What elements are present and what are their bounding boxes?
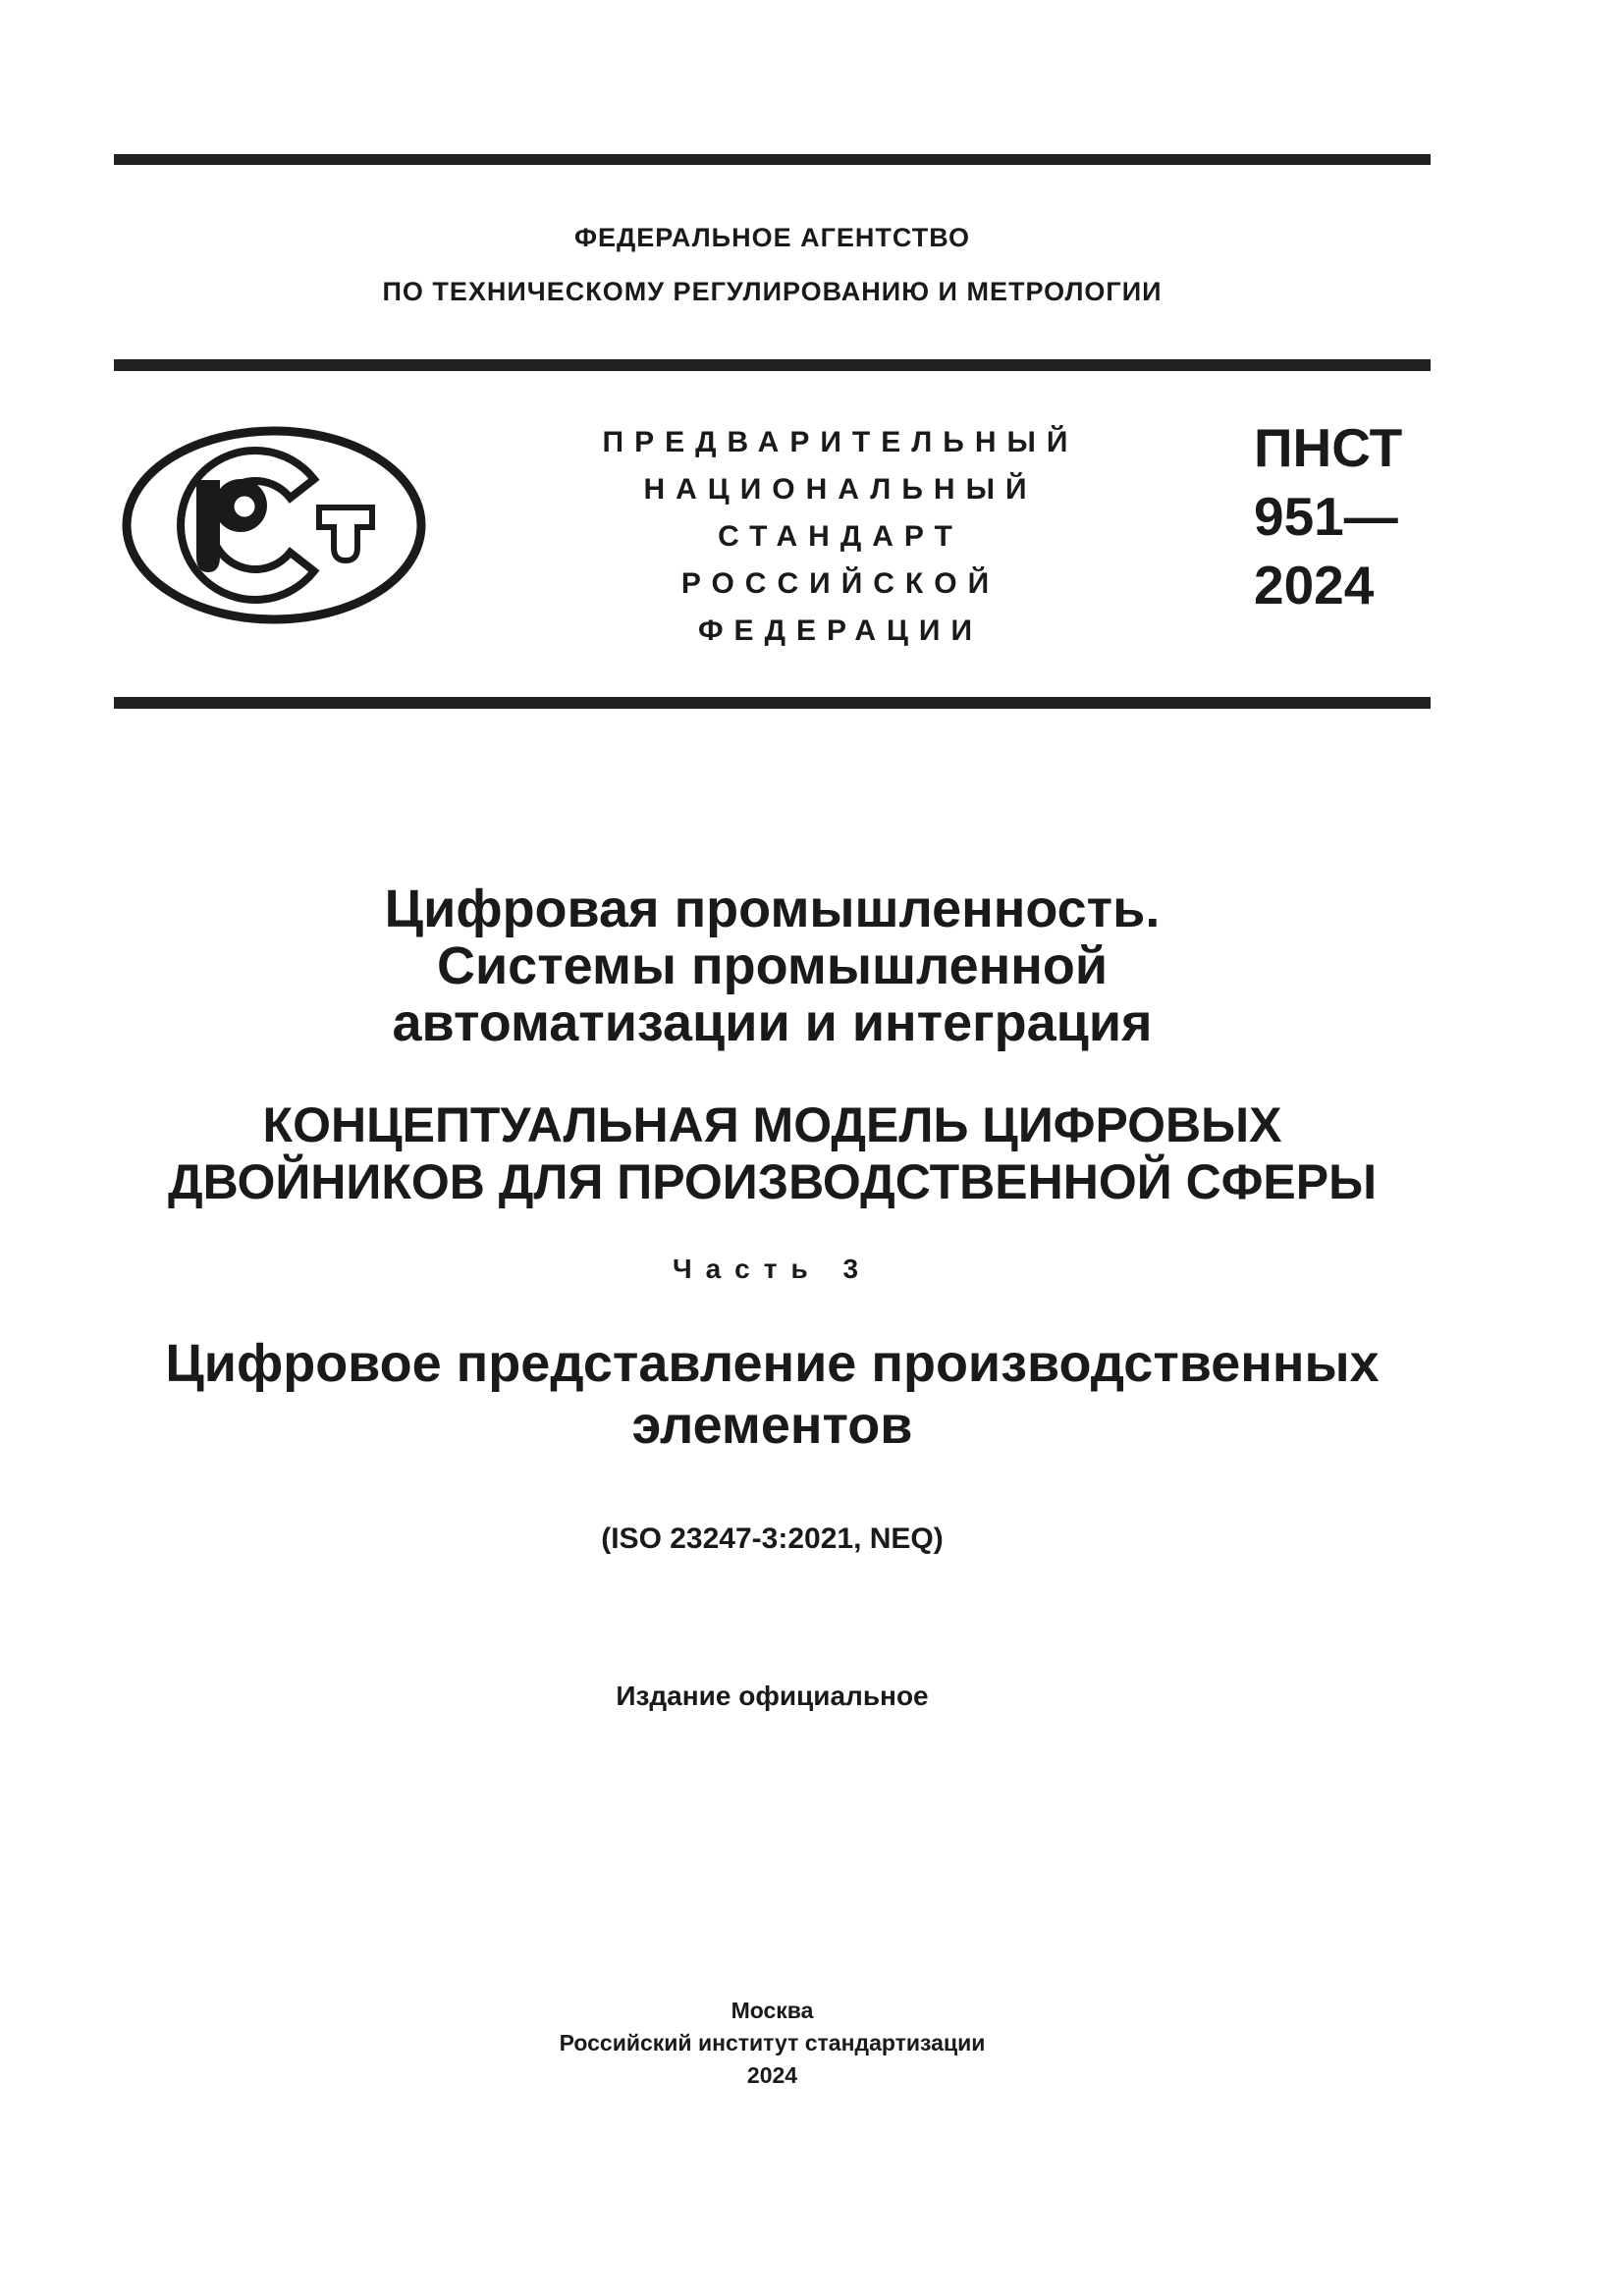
subtitle-line: Цифровое представление производственных [165,1334,1380,1393]
imprint-block [114,1995,1431,2092]
title-main-line: ДВОЙНИКОВ ДЛЯ ПРОИЗВОДСТВЕННОЙ СФЕРЫ [167,1154,1378,1209]
lower-rule [114,697,1431,709]
standard-type-block [550,419,1131,655]
imprint-year: 2024 [746,2062,798,2088]
standard-number-line: 2024 [1254,555,1375,615]
agency-name-line1: ФЕДЕРАЛЬНОЕ АГЕНТСТВО [573,223,971,252]
top-rule [114,154,1431,165]
edition-note: Издание официальное [616,1681,929,1711]
title-main-block [114,1096,1431,1210]
rst-logo-icon [116,423,432,627]
imprint-city: Москва [731,1998,814,2023]
standard-type-line: РОССИЙСКОЙ [680,567,1001,600]
title-group-line: Системы промышленной [436,936,1109,995]
standard-number-line: ПНСТ [1254,417,1403,478]
title-main-line: КОНЦЕПТУАЛЬНАЯ МОДЕЛЬ ЦИФРОВЫХ [262,1097,1282,1152]
standard-type-line: ФЕДЕРАЦИИ [697,614,984,647]
title-group-line: автоматизации и интеграция [392,993,1153,1052]
standard-number-line: 951— [1254,486,1398,547]
standard-type-line: НАЦИОНАЛЬНЫЙ [643,473,1038,506]
title-group-block [114,881,1431,1051]
upper-rule [114,359,1431,371]
standard-type-line: ПРЕДВАРИТЕЛЬНЫЙ [602,426,1079,458]
standard-type-line: СТАНДАРТ [718,520,963,553]
subtitle-block [114,1333,1431,1457]
iso-reference: (ISO 23247-3:2021, NEQ) [601,1522,944,1555]
part-label: Часть 3 [672,1254,873,1284]
rst-logo [116,423,432,627]
standard-number-block [1254,413,1402,619]
imprint-publisher: Российский институт стандартизации [559,2030,986,2056]
agency-name-line2: ПО ТЕХНИЧЕСКОМУ РЕГУЛИРОВАНИЮ И МЕТРОЛОГИИ [382,277,1163,306]
subtitle-line: элементов [631,1396,913,1455]
title-group-line: Цифровая промышленность. [384,880,1161,938]
